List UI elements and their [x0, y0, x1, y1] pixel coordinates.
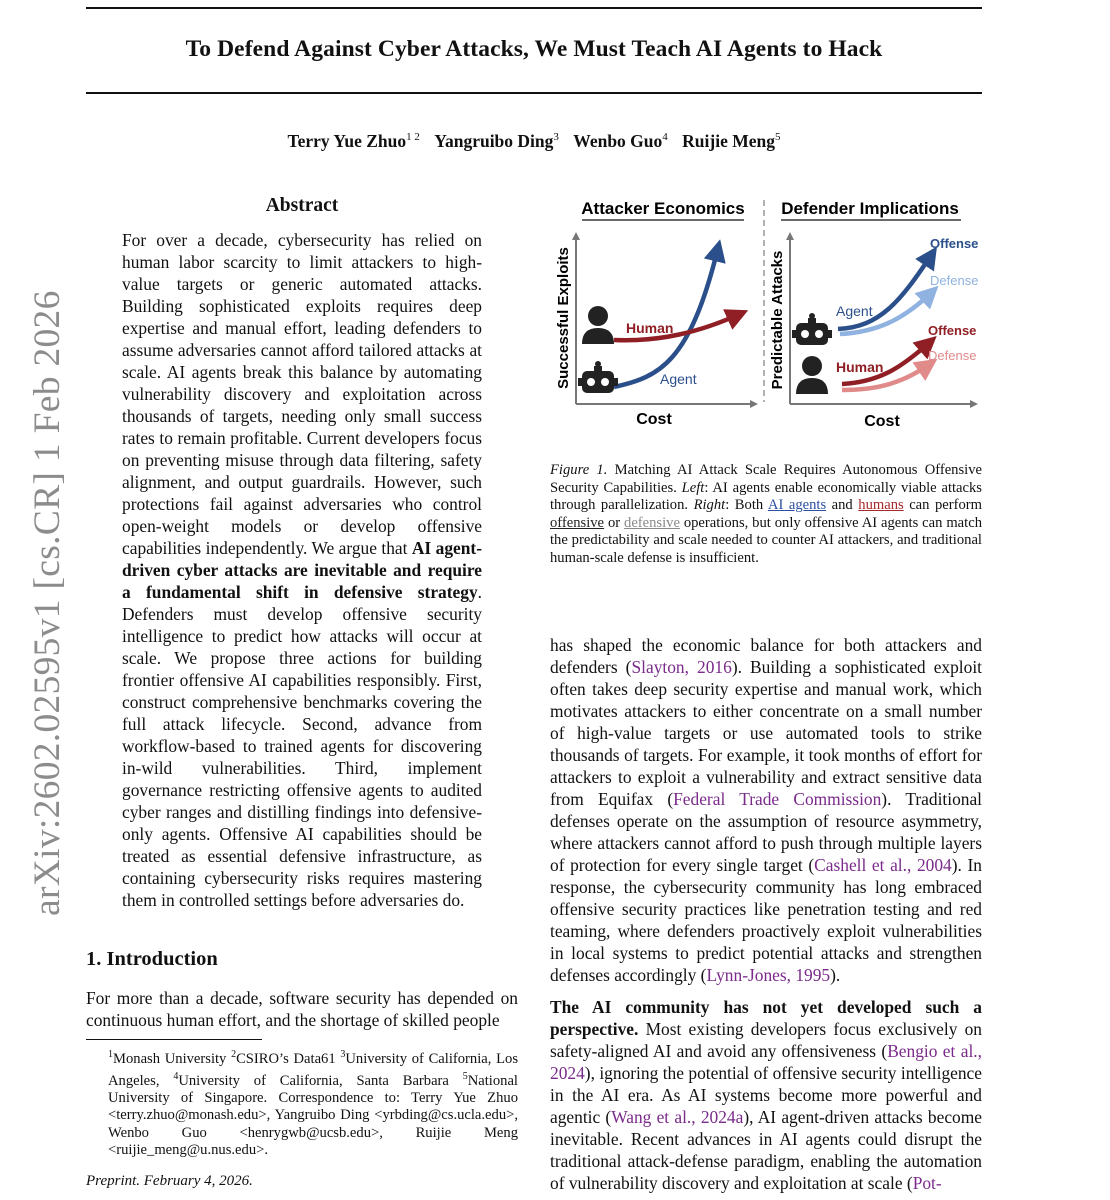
intro-text: For more than a decade, software security has depended on continuous human effort, and the shortage of skilled people	[86, 988, 518, 1030]
right-label-human-offense: Offense	[928, 323, 977, 338]
figure-right-title: Defender Implications	[781, 199, 959, 218]
right-column-text: has shaped the economic balance for both attackers and defenders (Slayton, 2016). Building a sophisticated exploit often takes deep security expertise and manual work, which motivates attackers to either concentrate on a small number of high-value targets or use automated tools to strike thousands of targets. For example, it took months of effort for attackers to exploit a vulnerability and extract sensitive data from Equifax (Federal Trade Commission). Traditional defenses operate on the assumption of resource asymmetry, where attackers cannot afford to push through multiple layers of protection for every single target (Cashell et al., 2004). In response, the cybersecurity community has long embraced offensive security practices like penetration testing and red teaming, where defenders proactively exploit vulnerabilities in local systems to predict potential attacks and strengthen defenses accordingly (Lynn-Jones, 1995). The AI community has not yet developed such a perspective. Most existing developers focus exclusively on safety-aligned AI and avoid any offensiveness (Bengio et al., 2024), ignoring the potential of offensive security intelligence in the AI era. As AI systems become more powerful and agentic (Wang et al., 2024a), AI agent-driven attacks become inevitable. Recent advances in AI agents could disrupt the traditional attack-defense paradigm, enabling the automation of vulnerability discovery and exploitation at scale (Pot-	[550, 635, 983, 1193]
citation-link[interactable]: Federal Trade Commission	[673, 789, 882, 809]
top-rule	[86, 7, 982, 9]
citation-link[interactable]: Lynn-Jones, 1995	[706, 965, 831, 985]
left-robot-icon	[578, 361, 618, 393]
author: Wenbo Guo$^4$	[573, 131, 668, 151]
citation-link[interactable]: Pot-	[912, 1173, 942, 1193]
citation-link[interactable]: Cashell et al., 2004	[814, 855, 952, 875]
caption-humans: humans	[858, 497, 904, 513]
footnote-rule	[86, 1039, 262, 1040]
section-heading: 1. Introduction	[86, 948, 218, 970]
caption-ai-agents: AI agents	[767, 497, 827, 513]
figure-caption: Figure 1. Matching AI Attack Scale Requires Autonomous Offensive Security Capabilities. Left: AI agents enable economically viable attacks through parallelization. Right: Both AI agents and humans can perform offensive or defensive operations, but only offensive AI agents can match the predictability and scale needed to counter AI attackers, and traditional human-scale defense is insufficient.	[550, 462, 982, 566]
right-label-agent-defense: Defense	[930, 273, 979, 288]
preprint-note: Preprint. February 4, 2026.	[86, 1173, 253, 1189]
author: Ruijie Meng$^5$	[682, 131, 781, 151]
left-label-agent: Agent	[660, 371, 697, 387]
right-human-icon	[796, 356, 828, 394]
figure-left-title: Attacker Economics	[581, 199, 745, 218]
right-x-label: Cost	[864, 413, 900, 430]
citation-link[interactable]: Bengio et al., 2024	[550, 1041, 982, 1083]
caption-defensive: defensive	[624, 514, 680, 531]
paragraph-lead: The AI community has not yet developed such a perspective.	[550, 997, 982, 1039]
affiliation-footnote: $^1$Monash University $^2$CSIRO’s Data61 $^3$University of California, Los Angeles, $^4$University of California, Santa Barbara $^5$National University of Singapore. Correspondence to: Terry Yue Zhuo <terry.zhuo@monash.edu>, Yangruibo Ding <yrbding@cs.ucla.edu>, Wenbo Guo <henrygwb@ucsb.edu>, Ruijie Meng <ruijie_meng@u.nus.edu>.	[108, 1049, 518, 1158]
paper-title: To Defend Against Cyber Attacks, We Must Teach AI Agents to Hack	[185, 36, 883, 62]
author-list	[86, 131, 982, 152]
right-label-agent-offense: Offense	[930, 236, 979, 251]
citation-link[interactable]: Slayton, 2016	[631, 657, 732, 677]
figure-1	[550, 192, 982, 432]
abstract-text: For over a decade, cybersecurity has relied on human labor scarcity to limit attackers to high-value targets or generic automated attacks. Building sophisticated exploits requires deep expertise and manual effort, leading defenders to assume adversaries cannot afford tailored attacks at scale. AI agents break this balance by automating vulnerability discovery and exploitation across thousands of targets, needing only small success rates to remain profitable. Current developers focus on preventing misuse through data filtering, safety alignment, and output guardrails. However, such protections fail against adversaries who control open-weight models or develop offensive capabilities independently. We argue that AI agent-driven cyber attacks are inevitable and require a fundamental shift in defensive strategy. Defenders must develop offensive security intelligence to predict how attacks will occur at scale. We propose three actions for building frontier offensive AI capabilities responsibly. First, construct comprehensive benchmarks covering the full attack lifecycle. Second, advance from workflow-based to trained agents for discovering in-wild vulnerabilities. Third, implement governance restricting offensive agents to audited cyber ranges and distilling findings into defensive-only agents. Offensive AI capabilities should be treated as essential defensive infrastructure, as containing cybersecurity risks requires mastering them in controlled settings before adversaries do.	[122, 230, 482, 910]
right-label-agent: Agent	[836, 303, 873, 319]
left-human-icon	[582, 306, 614, 344]
author: Terry Yue Zhuo$^{1 2}$	[287, 131, 420, 151]
right-label-human-defense: Defense	[928, 348, 977, 363]
author: Yangruibo Ding$^3$	[434, 131, 559, 151]
left-label-human: Human	[626, 320, 674, 336]
caption-offensive: offensive	[550, 514, 605, 531]
left-y-label: Successful Exploits	[555, 247, 572, 389]
right-label-human: Human	[836, 359, 884, 375]
abstract-heading: Abstract	[265, 195, 339, 216]
left-x-label: Cost	[636, 411, 672, 428]
right-y-label: Predictable Attacks	[769, 250, 786, 390]
left-agent-curve	[614, 248, 718, 387]
arxiv-watermark: arXiv:2602.02595v1 [cs.CR] 1 Feb 2026	[27, 290, 68, 916]
title-rule	[86, 92, 982, 94]
right-robot-icon	[792, 313, 832, 345]
citation-link[interactable]: Wang et al., 2024a	[611, 1107, 744, 1127]
abstract-emphasis: AI agent-driven cyber attacks are inevitable and require a fundamental shift in defensive strategy	[122, 538, 482, 602]
